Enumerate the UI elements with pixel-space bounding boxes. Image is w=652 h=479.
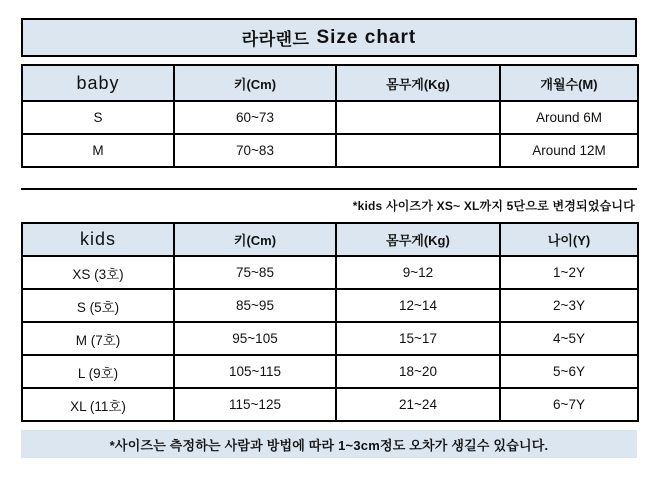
months-cell: Around 6M — [500, 101, 638, 134]
footer-note-bar — [21, 430, 637, 458]
page-title-korean: 라라랜드 — [241, 30, 310, 49]
size-cell: S (5호) — [22, 289, 174, 322]
kids-column-header-weight: 몸무게(Kg) — [336, 223, 500, 256]
table-row — [22, 256, 638, 289]
section-divider — [21, 188, 637, 190]
table-row — [22, 289, 638, 322]
weight-cell — [336, 101, 500, 134]
kids-table-label: kids — [22, 223, 174, 256]
weight-cell: 21~24 — [336, 388, 500, 421]
size-cell: M (7호) — [22, 322, 174, 355]
kids-size-note: *kids 사이즈가 XS~ XL까지 5단으로 변경되었습니다 — [352, 199, 635, 213]
footer-note: *사이즈는 측정하는 사람과 방법에 따라 1~3cm정도 오차가 생길수 있습니다. — [109, 437, 549, 453]
weight-cell: 12~14 — [336, 289, 500, 322]
baby-column-header-height: 키(Cm) — [174, 65, 336, 101]
table-row — [22, 101, 638, 134]
age-cell: 6~7Y — [500, 388, 638, 421]
title-bar — [21, 18, 637, 57]
size-cell: S — [22, 101, 174, 134]
age-cell: 1~2Y — [500, 256, 638, 289]
height-cell: 75~85 — [174, 256, 336, 289]
baby-column-header-weight: 몸무게(Kg) — [336, 65, 500, 101]
weight-cell — [336, 134, 500, 167]
size-cell: L (9호) — [22, 355, 174, 388]
kids-size-table — [21, 222, 639, 422]
size-cell: M — [22, 134, 174, 167]
baby-column-header-months: 개월수(M) — [500, 65, 638, 101]
height-cell: 60~73 — [174, 101, 336, 134]
table-row — [22, 355, 638, 388]
height-cell: 105~115 — [174, 355, 336, 388]
size-cell: XS (3호) — [22, 256, 174, 289]
months-cell: Around 12M — [500, 134, 638, 167]
age-cell: 2~3Y — [500, 289, 638, 322]
height-cell: 95~105 — [174, 322, 336, 355]
weight-cell: 18~20 — [336, 355, 500, 388]
kids-table-header-row — [22, 223, 638, 256]
baby-table-label: baby — [22, 65, 174, 101]
table-row — [22, 388, 638, 421]
baby-size-table — [21, 64, 639, 168]
height-cell: 115~125 — [174, 388, 336, 421]
page-title-english: Size chart — [316, 26, 417, 48]
baby-table-header-row — [22, 65, 638, 101]
age-cell: 5~6Y — [500, 355, 638, 388]
weight-cell: 15~17 — [336, 322, 500, 355]
kids-column-header-age: 나이(Y) — [500, 223, 638, 256]
kids-column-header-height: 키(Cm) — [174, 223, 336, 256]
weight-cell: 9~12 — [336, 256, 500, 289]
height-cell: 70~83 — [174, 134, 336, 167]
height-cell: 85~95 — [174, 289, 336, 322]
table-row — [22, 134, 638, 167]
size-cell: XL (11호) — [22, 388, 174, 421]
table-row — [22, 322, 638, 355]
age-cell: 4~5Y — [500, 322, 638, 355]
